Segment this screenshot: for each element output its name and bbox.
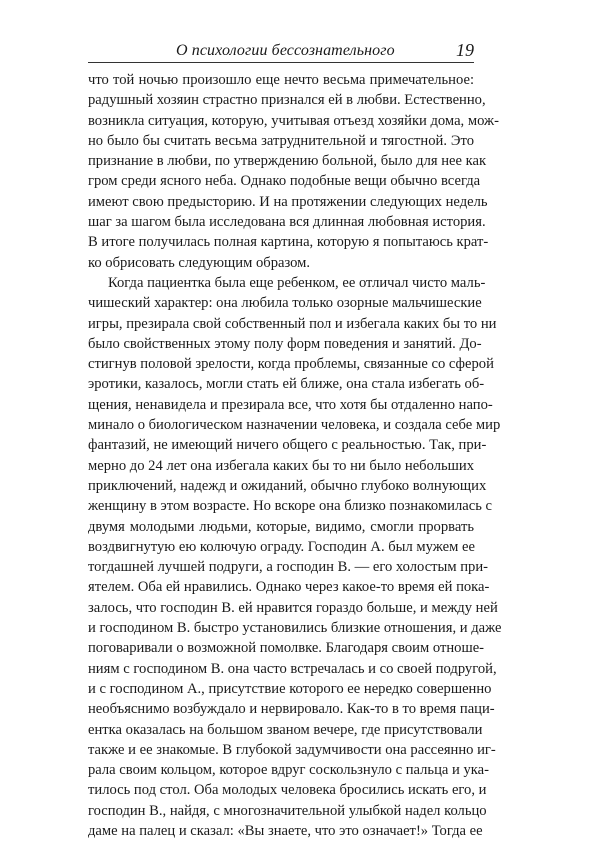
text-line: ентка оказалась на большом званом вечере, где присутствовали [88, 721, 483, 738]
text-line: даме на палец и сказал: «Вы знаете, что это означает!» Тогда ее [88, 822, 483, 839]
text-line: двумя молодыми людьми, которые, видимо, смогли прорвать [88, 518, 474, 535]
text-line: стигнув половой зрелости, когда проблемы, связанные со сферой [88, 356, 494, 373]
text-line: господин В., найдя, с многозначительной улыбкой надел кольцо [88, 802, 487, 819]
text-line: гром среди ясного неба. Однако подобные вещи обычно всегда [88, 173, 481, 190]
text-line: рала своим кольцом, которое вдруг соскользнуло с пальца и ука- [88, 762, 489, 779]
text-line: радушный хозяин страстно признался ей в любви. Естественно, [88, 92, 486, 109]
text-line: и с господином А., присутствие которого ее нередко совершенно [88, 680, 492, 697]
text-line: эротики, казалось, могли стать ей ближе, она стала избегать об- [88, 376, 485, 393]
page-number: 19 [456, 40, 474, 60]
text-line: поговаривали о возможной помолвке. Благодаря своим отноше- [88, 640, 485, 657]
text-line: ятелем. Оба ей нравились. Однако через какое-то время ей пока- [88, 579, 490, 596]
text-line: шаг за шагом была исследована вся длинная любовная история. [88, 214, 486, 231]
text-line: приключений, надежд и ожиданий, обычно глубоко волнующих [88, 477, 487, 494]
text-line: чишеский характер: она любила только озорные мальчишеские [88, 295, 482, 312]
running-header [88, 40, 474, 63]
text-line: признание в любви, по утверждению больной, было для нее как [88, 153, 487, 170]
paragraph-2 [88, 273, 502, 841]
text-line: тилось под стол. Оба молодых человека бросились искать его, и [88, 782, 487, 799]
text-line: ко обрисовать следующим образом. [88, 254, 311, 271]
text-line: игры, презирала свой собственный пол и избегала каких бы то ни [88, 315, 497, 332]
text-line: минало о биологическом назначении человека, и создала себе мир [88, 417, 501, 434]
text-line: щения, ненавидела и презирала все, что хотя бы отдаленно напо- [88, 396, 493, 413]
text-line: ниям с господином В. она часто встречалась и со своей подругой, [88, 660, 497, 677]
running-title: О психологии бессознательного [176, 42, 395, 59]
text-line: имеют свою предысторию. И на протяжении следующих недель [88, 193, 488, 210]
text-line: также и ее знакомые. В глубокой задумчивости она рассеянно иг- [88, 741, 496, 758]
text-line: Когда пациентка была еще ребенком, ее отличал чисто маль- [108, 274, 486, 291]
text-line: необъяснимо возбуждало и нервировало. Как-то в то время паци- [88, 701, 495, 718]
text-line: женщину в этом возрасте. Но вскоре она близко познакомилась с [88, 498, 492, 515]
text-line: возникла ситуация, которую, учитывая отъезд хозяйки дома, мож- [88, 112, 499, 129]
text-line: фантазий, не имеющий ничего общего с реальностью. Так, при- [88, 437, 487, 454]
text-line: что той ночью произошло еще нечто весьма примечательное: [88, 72, 474, 88]
paragraph-1 [88, 70, 499, 273]
text-line: было свойственных этому полу форм поведения и занятий. До- [88, 335, 482, 352]
text-line: В итоге получилась полная картина, которую я попытаюсь крат- [88, 234, 489, 251]
text-line: тогдашней лучшей подруги, а господин В. — его холостым при- [88, 559, 489, 576]
text-line: воздвигнутую ею колючую ограду. Господин А. был мужем ее [88, 538, 475, 555]
text-line: и господином В. быстро установились близкие отношения, и даже [88, 620, 502, 637]
text-line: мерно до 24 лет она избегала каких бы то ни было небольших [88, 457, 474, 474]
body-text [88, 70, 502, 841]
text-line: но было бы считать весьма затруднительной и тягостной. Это [88, 132, 474, 149]
text-line: залось, что господин В. ей нравится гораздо больше, и между ней [88, 599, 498, 616]
